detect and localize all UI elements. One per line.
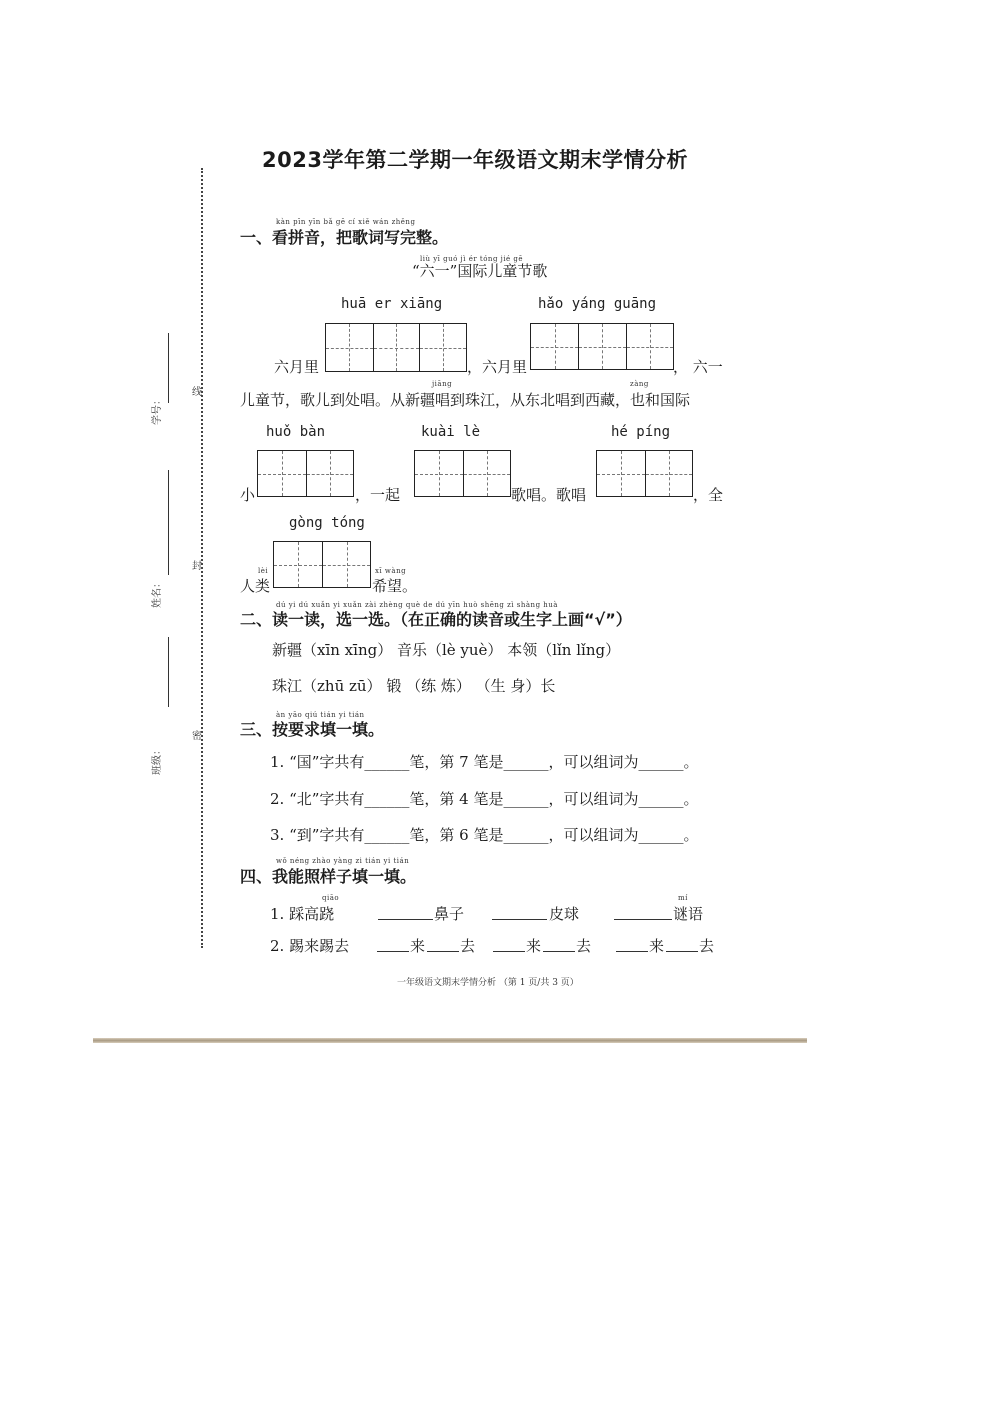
scan-edge-bar [93,1038,807,1043]
sec4-q2-qu-3: 去 [699,937,715,955]
lyric-r3-d: ，全 [693,486,724,504]
sec4-q2-label: 2. 踢来踢去 [270,937,350,955]
pinyin-zang: zàng [630,380,649,388]
lyric-r4-a: 人类 [240,577,271,595]
student-number-line[interactable] [168,333,169,403]
sec4-title: 四、我能照样子填一填。 [240,867,417,886]
sec4-q2-blank-1b[interactable] [427,951,459,952]
sec4-q2-blank-2a[interactable] [493,951,525,952]
write-grid-huo-ban[interactable] [257,450,354,497]
lyric-r1-a: 六月里 [274,358,320,376]
sec4-q1-a: 鼻子 [434,905,465,923]
side-label-feng: 封 [192,561,202,572]
pinyin-hua-er-xiang: huā er xiāng [341,296,443,312]
pinyin-jiang: jiāng [432,380,453,388]
sec4-q1-b: 皮球 [549,905,580,923]
lyric-r1-b: ，六月里 [467,358,528,376]
sec4-q2-qu-1: 去 [460,937,476,955]
sec4-q1-c: 谜语 [673,905,704,923]
sec3-title: 三、按要求填一填。 [240,720,385,739]
sec3-q3[interactable]: 3. “到”字共有______笔，第 6 笔是______，可以组词为______。 [270,826,699,844]
page-title: 2023学年第二学期一年级语文期末学情分析 [262,148,688,172]
pinyin-kuai-le: kuài lè [421,424,481,440]
student-name-line-2[interactable] [168,637,169,707]
sec3-q2[interactable]: 2. “北”字共有______笔，第 4 笔是______，可以组词为______。 [270,790,699,808]
side-label-mi: 密 [192,731,202,742]
student-number-label: 学号： [152,395,163,425]
sec2-row2[interactable]: 珠江（zhū zū） 锻 （练 炼） （生 身）长 [272,677,556,695]
sec4-q1-blank-b[interactable] [492,919,547,920]
write-grid-he-ping[interactable] [596,450,693,497]
pinyin-qiao: qiāo [322,894,340,902]
page-footer: 一年级语文期末学情分析 （第 1 页/共 3 页） [397,978,579,988]
sec4-q2-blank-2b[interactable] [543,951,575,952]
write-grid-gong-tong[interactable] [273,541,371,588]
pinyin-hao-yang-guang: hǎo yáng guāng [538,296,657,312]
lyric-r2: 儿童节，歌儿到处唱。从新疆唱到珠江，从东北唱到西藏，也和国际 [240,391,691,409]
student-name-line[interactable] [168,515,169,575]
sec3-pinyin: àn yāo qiú tián yi tián [276,711,365,719]
student-number-line-2[interactable] [168,470,169,520]
sec4-q1-label: 1. 踩高跷 [270,905,335,923]
sec1-pinyin: kàn pīn yīn bǎ gē cí xiě wán zhěng [276,218,416,226]
lyric-r4-b: 希望。 [372,577,418,595]
write-grid-hao-yang-guang[interactable] [530,323,674,370]
sec4-q1-blank-c[interactable] [614,919,672,920]
pinyin-huo-ban: huǒ bàn [266,424,326,440]
sec4-q2-blank-3a[interactable] [616,951,648,952]
sec2-title: 二、读一读，选一选。（在正确的读音或生字上画“√”） [240,610,632,629]
class-label: 班级： [152,745,163,775]
student-name-label: 姓名： [152,578,163,608]
sec3-q1[interactable]: 1. “国”字共有______笔，第 7 笔是______，可以组词为______。 [270,753,699,771]
sec4-pinyin: wǒ néng zhào yàng zi tián yi tián [276,857,410,865]
sec4-q2-blank-3b[interactable] [666,951,698,952]
sec4-q2-lai-3: 来 [649,937,665,955]
sec4-q1-blank-a[interactable] [378,919,433,920]
lyric-r3-b: ，一起 [355,486,401,504]
write-grid-hua-er-xiang[interactable] [325,323,467,372]
sec4-q2-lai-2: 来 [526,937,542,955]
song-title: “六一”国际儿童节歌 [412,262,548,280]
pinyin-mi: mí [678,894,688,902]
lyric-r3-c: 歌唱。歌唱 [511,486,587,504]
song-title-pinyin: liù yī guó jì ér tóng jié gē [420,255,524,263]
sec1-title: 一、看拼音，把歌词写完整。 [240,228,449,247]
sec4-q2-blank-1a[interactable] [377,951,409,952]
side-label-xian: 线 [192,387,202,398]
write-grid-kuai-le[interactable] [414,450,511,497]
pinyin-he-ping: hé píng [611,424,671,440]
pinyin-xi-wang: xī wàng [375,567,407,575]
sec4-q2-qu-2: 去 [576,937,592,955]
pinyin-gong-tong: gòng tóng [289,515,365,531]
sec2-pinyin: dú yi dú xuǎn yi xuǎn zài zhèng què de dú yīn huò shēng zì shàng huà [276,601,558,609]
pinyin-lei: lèi [258,567,269,575]
sec4-q2-lai-1: 来 [410,937,426,955]
sec2-row1[interactable]: 新疆（xīn xīng） 音乐（lè yuè） 本领（lǐn lǐng） [272,641,621,659]
lyric-r3-a: 小 [240,486,256,504]
lyric-r1-c: ， 六一 [673,358,723,376]
